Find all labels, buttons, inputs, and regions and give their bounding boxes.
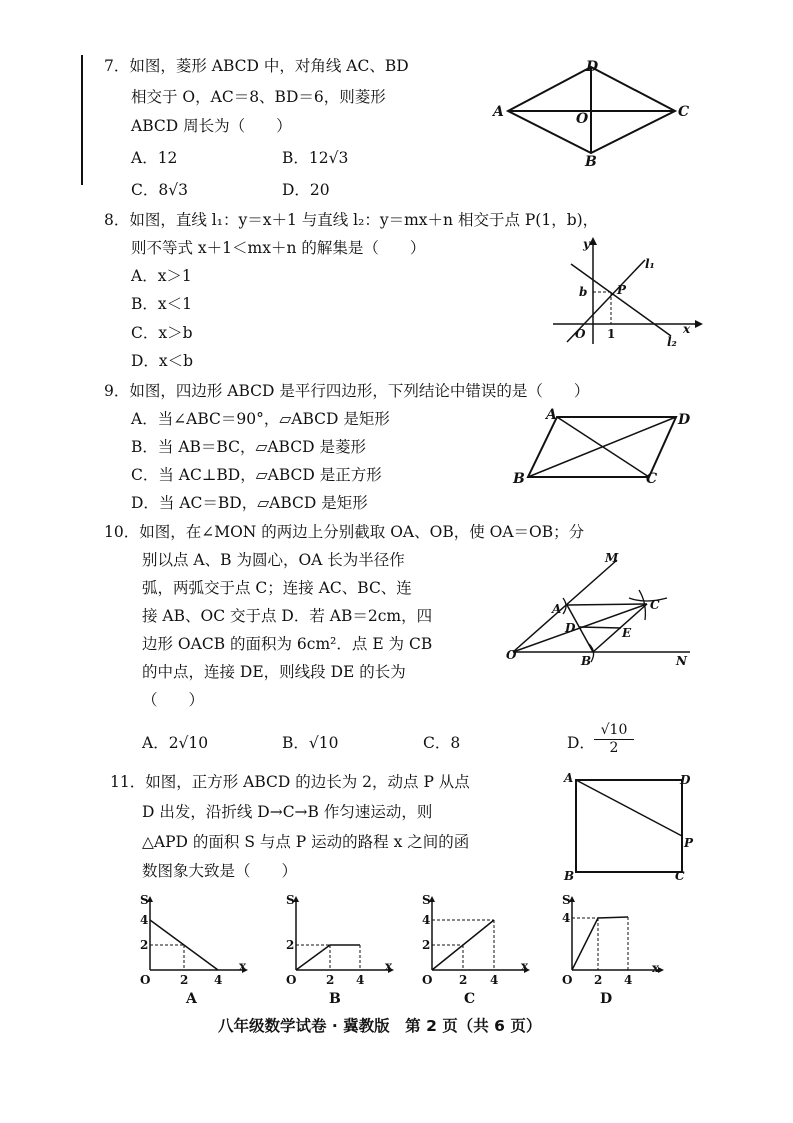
label-o: O [286, 973, 297, 987]
q7-option-d: D．20 [282, 181, 330, 199]
label-four-x: 4 [624, 973, 633, 987]
q10-option-a: A．2√10 [142, 734, 209, 752]
label-two-y: 2 [286, 938, 295, 952]
q10-option-d-fraction [594, 722, 634, 757]
q11-line3: △APD 的面积 S 与点 P 运动的路程 x 之间的函 [142, 833, 470, 851]
q9-option-d: D．当 AC＝BD，▱ABCD 是矩形 [131, 494, 368, 512]
q10-line7: （ ） [142, 691, 205, 709]
label-o: O [562, 973, 573, 987]
label-b: B [585, 154, 597, 170]
label-four-y: 4 [562, 911, 571, 925]
q10-option-d-prefix: D． [567, 734, 595, 752]
segment-ap [576, 780, 682, 836]
label-b: b [579, 285, 588, 299]
label-o: O [506, 648, 517, 662]
label-four-x: 4 [356, 973, 365, 987]
q11-square-figure [562, 770, 702, 882]
label-one: 1 [607, 327, 616, 341]
fraction-denominator: 2 [609, 740, 619, 756]
label-two-y: 2 [140, 938, 149, 952]
label-c: C [678, 104, 690, 120]
q9-option-b: B．当 AB＝BC，▱ABCD 是菱形 [131, 438, 366, 456]
label-a: A [546, 407, 557, 423]
arc-from-b [629, 598, 667, 601]
label-four-y: 4 [140, 913, 149, 927]
label-s: S [286, 893, 295, 907]
caption-c: C [464, 991, 476, 1007]
label-l2: l₂ [667, 335, 677, 349]
q10-option-b: B．√10 [282, 734, 339, 752]
q8-line1: 8．如图，直线 l₁：y＝x＋1 与直线 l₂：y＝mx＋n 相交于点 P(1，b)， [104, 211, 599, 229]
q10-line2: 别以点 A、B 为圆心，OA 长为半径作 [142, 551, 405, 569]
q8-option-a: A．x＞1 [131, 267, 192, 285]
label-d: D [565, 621, 576, 635]
label-d: D [680, 773, 691, 787]
caption-b: B [329, 991, 341, 1007]
q11-graph-b [284, 890, 396, 1008]
graph-line [296, 945, 360, 970]
q9-option-a: A．当∠ABC＝90°，▱ABCD 是矩形 [131, 410, 390, 428]
q10-line5: 边形 OACB 的面积为 6cm²．点 E 为 CB [142, 635, 433, 653]
label-s: S [562, 893, 571, 907]
label-two-x: 2 [180, 973, 189, 987]
label-m: M [605, 551, 619, 565]
label-two-x: 2 [594, 973, 603, 987]
q8-lines-figure [553, 236, 703, 348]
label-x: x [239, 959, 247, 973]
caption-d: D [600, 991, 613, 1007]
q11-graph-c [420, 890, 532, 1008]
label-p: P [684, 836, 694, 850]
q11-graph-d [560, 890, 672, 1008]
q9-option-c: C．当 AC⊥BD，▱ABCD 是正方形 [131, 466, 382, 484]
label-x: x [521, 959, 529, 973]
y-axis-arrow [589, 237, 597, 245]
label-four-x: 4 [490, 973, 499, 987]
label-two-x: 2 [459, 973, 468, 987]
q11-line2: D 出发，沿折线 D→C→B 作匀速运动，则 [142, 803, 433, 821]
label-two-x: 2 [326, 973, 335, 987]
label-d: D [678, 412, 691, 428]
label-s: S [140, 893, 149, 907]
page-footer: 八年级数学试卷 · 冀教版 第 2 页（共 6 页） [218, 1017, 542, 1035]
label-a: A [493, 104, 504, 120]
label-o: O [140, 973, 151, 987]
q11-line1: 11．如图，正方形 ABCD 的边长为 2，动点 P 从点 [110, 773, 470, 791]
margin-line [81, 55, 83, 185]
line-l2 [571, 264, 671, 336]
q7-option-c: C．8√3 [131, 181, 188, 199]
segment-de [579, 627, 621, 628]
label-x: x [385, 959, 393, 973]
q7-line2: 相交于 O，AC＝8、BD＝6，则菱形 [131, 88, 386, 106]
q7-line3: ABCD 周长为（ ） [131, 117, 292, 135]
graph-line [572, 917, 628, 970]
label-y: y [583, 237, 590, 251]
q10-line1: 10．如图，在∠MON 的两边上分别截取 OA、OB，使 OA＝OB；分 [104, 523, 585, 541]
label-n: N [676, 654, 687, 668]
label-o: O [575, 327, 586, 341]
q9-line1: 9．如图，四边形 ABCD 是平行四边形，下列结论中错误的是（ ） [104, 382, 590, 400]
square-outline [576, 780, 682, 872]
q7-rhombus-figure [490, 55, 700, 170]
q9-parallelogram-figure [510, 405, 700, 485]
label-two-y: 2 [422, 938, 431, 952]
label-b: B [564, 869, 575, 883]
q10-option-c: C．8 [423, 734, 461, 752]
label-x: x [683, 322, 691, 336]
q10-line6: 的中点，连接 DE，则线段 DE 的长为 [142, 663, 406, 681]
label-b: B [513, 471, 525, 487]
caption-a: A [186, 991, 197, 1007]
q7-line1: 7．如图，菱形 ABCD 中，对角线 AC、BD [104, 57, 409, 75]
q8-option-b: B．x＜1 [131, 295, 192, 313]
q8-option-c: C．x＞b [131, 324, 193, 342]
ray-om [513, 560, 617, 652]
q8-option-d: D．x＜b [131, 352, 194, 370]
label-o: O [422, 973, 433, 987]
label-e: E [622, 626, 632, 640]
label-l1: l₁ [645, 257, 655, 271]
label-d: D [586, 59, 599, 75]
label-a: A [552, 602, 562, 616]
label-c: C [650, 598, 660, 612]
label-c: C [675, 869, 685, 883]
q8-line2: 则不等式 x＋1＜mx＋n 的解集是（ ） [131, 239, 426, 257]
label-four-y: 4 [422, 913, 431, 927]
label-p: P [617, 283, 627, 297]
fraction-numerator: √10 [594, 722, 634, 740]
label-x: x [652, 961, 660, 975]
q11-graph-a [138, 890, 250, 1008]
label-a: A [564, 771, 574, 785]
label-b: B [581, 654, 592, 668]
label-s: S [422, 893, 431, 907]
q7-option-a: A．12 [131, 149, 178, 167]
q10-line4: 接 AB、OC 交于点 D．若 AB＝2cm，四 [142, 607, 433, 625]
q7-option-b: B．12√3 [282, 149, 349, 167]
x-axis-arrow [695, 320, 703, 328]
label-o: O [576, 111, 589, 127]
q11-line4: 数图象大致是（ ） [142, 862, 298, 880]
label-four-x: 4 [214, 973, 223, 987]
label-c: C [646, 471, 658, 487]
q10-line3: 弧，两弧交于点 C；连接 AC、BC、连 [142, 579, 412, 597]
segment-ac [567, 604, 647, 605]
q10-angle-figure [505, 548, 700, 670]
